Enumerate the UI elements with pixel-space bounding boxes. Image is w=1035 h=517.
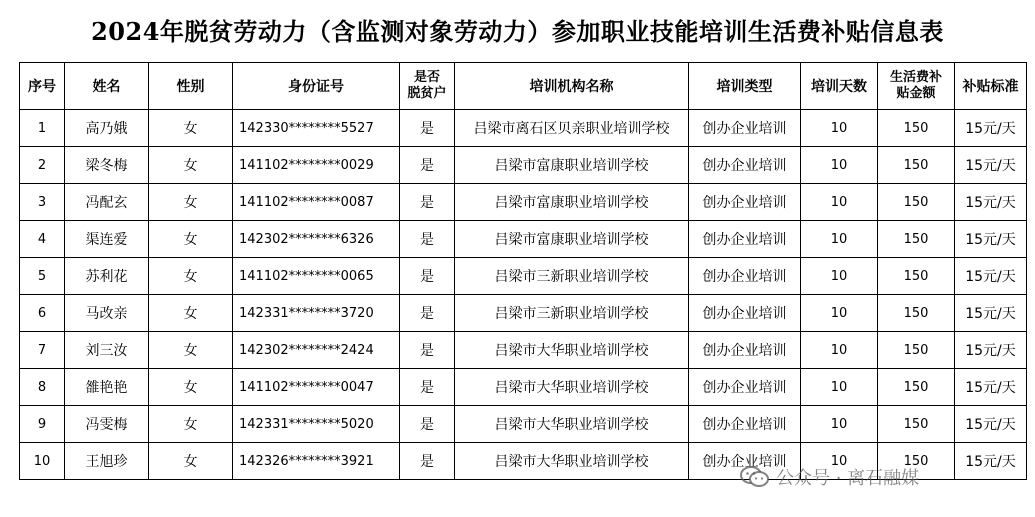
header-type: 培训类型	[689, 63, 801, 110]
cell-name: 王旭珍	[65, 443, 149, 480]
cell-standard: 15元/天	[955, 147, 1027, 184]
header-amount-line1: 生活费补	[889, 70, 942, 85]
watermark-text: 公众号 · 离石融媒	[776, 468, 920, 489]
cell-name: 梁冬梅	[65, 147, 149, 184]
cell-org: 吕梁市大华职业培训学校	[455, 406, 689, 443]
cell-standard: 15元/天	[955, 406, 1027, 443]
cell-id: 141102********0087	[233, 184, 400, 221]
cell-gender: 女	[149, 369, 233, 406]
cell-poverty: 是	[400, 147, 455, 184]
cell-poverty: 是	[400, 295, 455, 332]
cell-id: 142302********6326	[233, 221, 400, 258]
cell-type: 创办企业培训	[689, 443, 801, 480]
cell-type: 创办企业培训	[689, 184, 801, 221]
cell-gender: 女	[149, 295, 233, 332]
cell-days: 10	[801, 110, 878, 147]
cell-poverty: 是	[400, 332, 455, 369]
cell-id: 141102********0047	[233, 369, 400, 406]
subsidy-table	[19, 62, 1027, 480]
cell-type: 创办企业培训	[689, 406, 801, 443]
cell-amount: 150	[878, 369, 955, 406]
table-row	[20, 258, 1027, 295]
cell-seq: 9	[20, 406, 65, 443]
cell-name: 马改亲	[65, 295, 149, 332]
cell-type: 创办企业培训	[689, 332, 801, 369]
cell-org: 吕梁市大华职业培训学校	[455, 443, 689, 480]
cell-id: 141102********0065	[233, 258, 400, 295]
cell-gender: 女	[149, 110, 233, 147]
cell-org: 吕梁市富康职业培训学校	[455, 147, 689, 184]
cell-poverty: 是	[400, 110, 455, 147]
cell-amount: 150	[878, 110, 955, 147]
cell-poverty: 是	[400, 221, 455, 258]
cell-standard: 15元/天	[955, 369, 1027, 406]
cell-amount: 150	[878, 221, 955, 258]
cell-type: 创办企业培训	[689, 147, 801, 184]
cell-type: 创办企业培训	[689, 258, 801, 295]
cell-gender: 女	[149, 184, 233, 221]
cell-standard: 15元/天	[955, 332, 1027, 369]
cell-amount: 150	[878, 184, 955, 221]
cell-days: 10	[801, 184, 878, 221]
cell-seq: 2	[20, 147, 65, 184]
cell-poverty: 是	[400, 443, 455, 480]
cell-type: 创办企业培训	[689, 221, 801, 258]
cell-name: 苏利花	[65, 258, 149, 295]
cell-standard: 15元/天	[955, 258, 1027, 295]
table-row	[20, 332, 1027, 369]
cell-id: 142326********3921	[233, 443, 400, 480]
cell-days: 10	[801, 221, 878, 258]
cell-name: 渠连爱	[65, 221, 149, 258]
cell-gender: 女	[149, 258, 233, 295]
cell-gender: 女	[149, 221, 233, 258]
header-seq: 序号	[20, 63, 65, 110]
cell-standard: 15元/天	[955, 295, 1027, 332]
header-days: 培训天数	[801, 63, 878, 110]
cell-org: 吕梁市大华职业培训学校	[455, 332, 689, 369]
cell-seq: 10	[20, 443, 65, 480]
table-row	[20, 110, 1027, 147]
header-name: 姓名	[65, 63, 149, 110]
header-poverty	[400, 63, 455, 110]
cell-days: 10	[801, 369, 878, 406]
header-org: 培训机构名称	[455, 63, 689, 110]
cell-seq: 6	[20, 295, 65, 332]
header-id: 身份证号	[233, 63, 400, 110]
cell-standard: 15元/天	[955, 443, 1027, 480]
cell-amount: 150	[878, 295, 955, 332]
cell-type: 创办企业培训	[689, 295, 801, 332]
cell-seq: 5	[20, 258, 65, 295]
cell-days: 10	[801, 258, 878, 295]
cell-seq: 4	[20, 221, 65, 258]
cell-amount: 150	[878, 443, 955, 480]
cell-poverty: 是	[400, 258, 455, 295]
cell-amount: 150	[878, 147, 955, 184]
cell-seq: 3	[20, 184, 65, 221]
table-row	[20, 147, 1027, 184]
cell-days: 10	[801, 147, 878, 184]
cell-amount: 150	[878, 332, 955, 369]
header-poverty-line1: 是否	[413, 70, 440, 85]
header-poverty-line2: 脱贫户	[407, 86, 447, 101]
table-row	[20, 221, 1027, 258]
header-standard: 补贴标准	[955, 63, 1027, 110]
cell-id: 142331********5020	[233, 406, 400, 443]
cell-org: 吕梁市离石区贝亲职业培训学校	[455, 110, 689, 147]
cell-id: 141102********0029	[233, 147, 400, 184]
header-amount-line2: 贴金额	[896, 86, 936, 101]
table-row	[20, 369, 1027, 406]
cell-days: 10	[801, 295, 878, 332]
table-row	[20, 295, 1027, 332]
cell-gender: 女	[149, 443, 233, 480]
cell-days: 10	[801, 332, 878, 369]
header-gender: 性别	[149, 63, 233, 110]
cell-standard: 15元/天	[955, 184, 1027, 221]
header-amount	[878, 63, 955, 110]
cell-days: 10	[801, 406, 878, 443]
cell-amount: 150	[878, 258, 955, 295]
cell-name: 雒艳艳	[65, 369, 149, 406]
cell-name: 冯配玄	[65, 184, 149, 221]
table-header-row	[20, 63, 1027, 110]
cell-org: 吕梁市三新职业培训学校	[455, 258, 689, 295]
cell-type: 创办企业培训	[689, 369, 801, 406]
cell-standard: 15元/天	[955, 110, 1027, 147]
cell-org: 吕梁市大华职业培训学校	[455, 369, 689, 406]
cell-gender: 女	[149, 332, 233, 369]
table-row	[20, 184, 1027, 221]
cell-poverty: 是	[400, 184, 455, 221]
cell-id: 142330********5527	[233, 110, 400, 147]
cell-amount: 150	[878, 406, 955, 443]
cell-name: 冯雯梅	[65, 406, 149, 443]
cell-name: 高乃娥	[65, 110, 149, 147]
cell-type: 创办企业培训	[689, 110, 801, 147]
cell-seq: 7	[20, 332, 65, 369]
cell-seq: 8	[20, 369, 65, 406]
cell-id: 142302********2424	[233, 332, 400, 369]
cell-id: 142331********3720	[233, 295, 400, 332]
cell-standard: 15元/天	[955, 221, 1027, 258]
cell-gender: 女	[149, 147, 233, 184]
cell-org: 吕梁市三新职业培训学校	[455, 295, 689, 332]
watermark	[740, 460, 919, 494]
cell-poverty: 是	[400, 406, 455, 443]
cell-name: 刘三汝	[65, 332, 149, 369]
cell-poverty: 是	[400, 369, 455, 406]
cell-org: 吕梁市富康职业培训学校	[455, 184, 689, 221]
wechat-icon	[740, 465, 770, 489]
cell-gender: 女	[149, 406, 233, 443]
table-row	[20, 406, 1027, 443]
page-title: 2024年脱贫劳动力（含监测对象劳动力）参加职业技能培训生活费补贴信息表	[91, 17, 944, 46]
cell-org: 吕梁市富康职业培训学校	[455, 221, 689, 258]
cell-seq: 1	[20, 110, 65, 147]
cell-days: 10	[801, 443, 878, 480]
